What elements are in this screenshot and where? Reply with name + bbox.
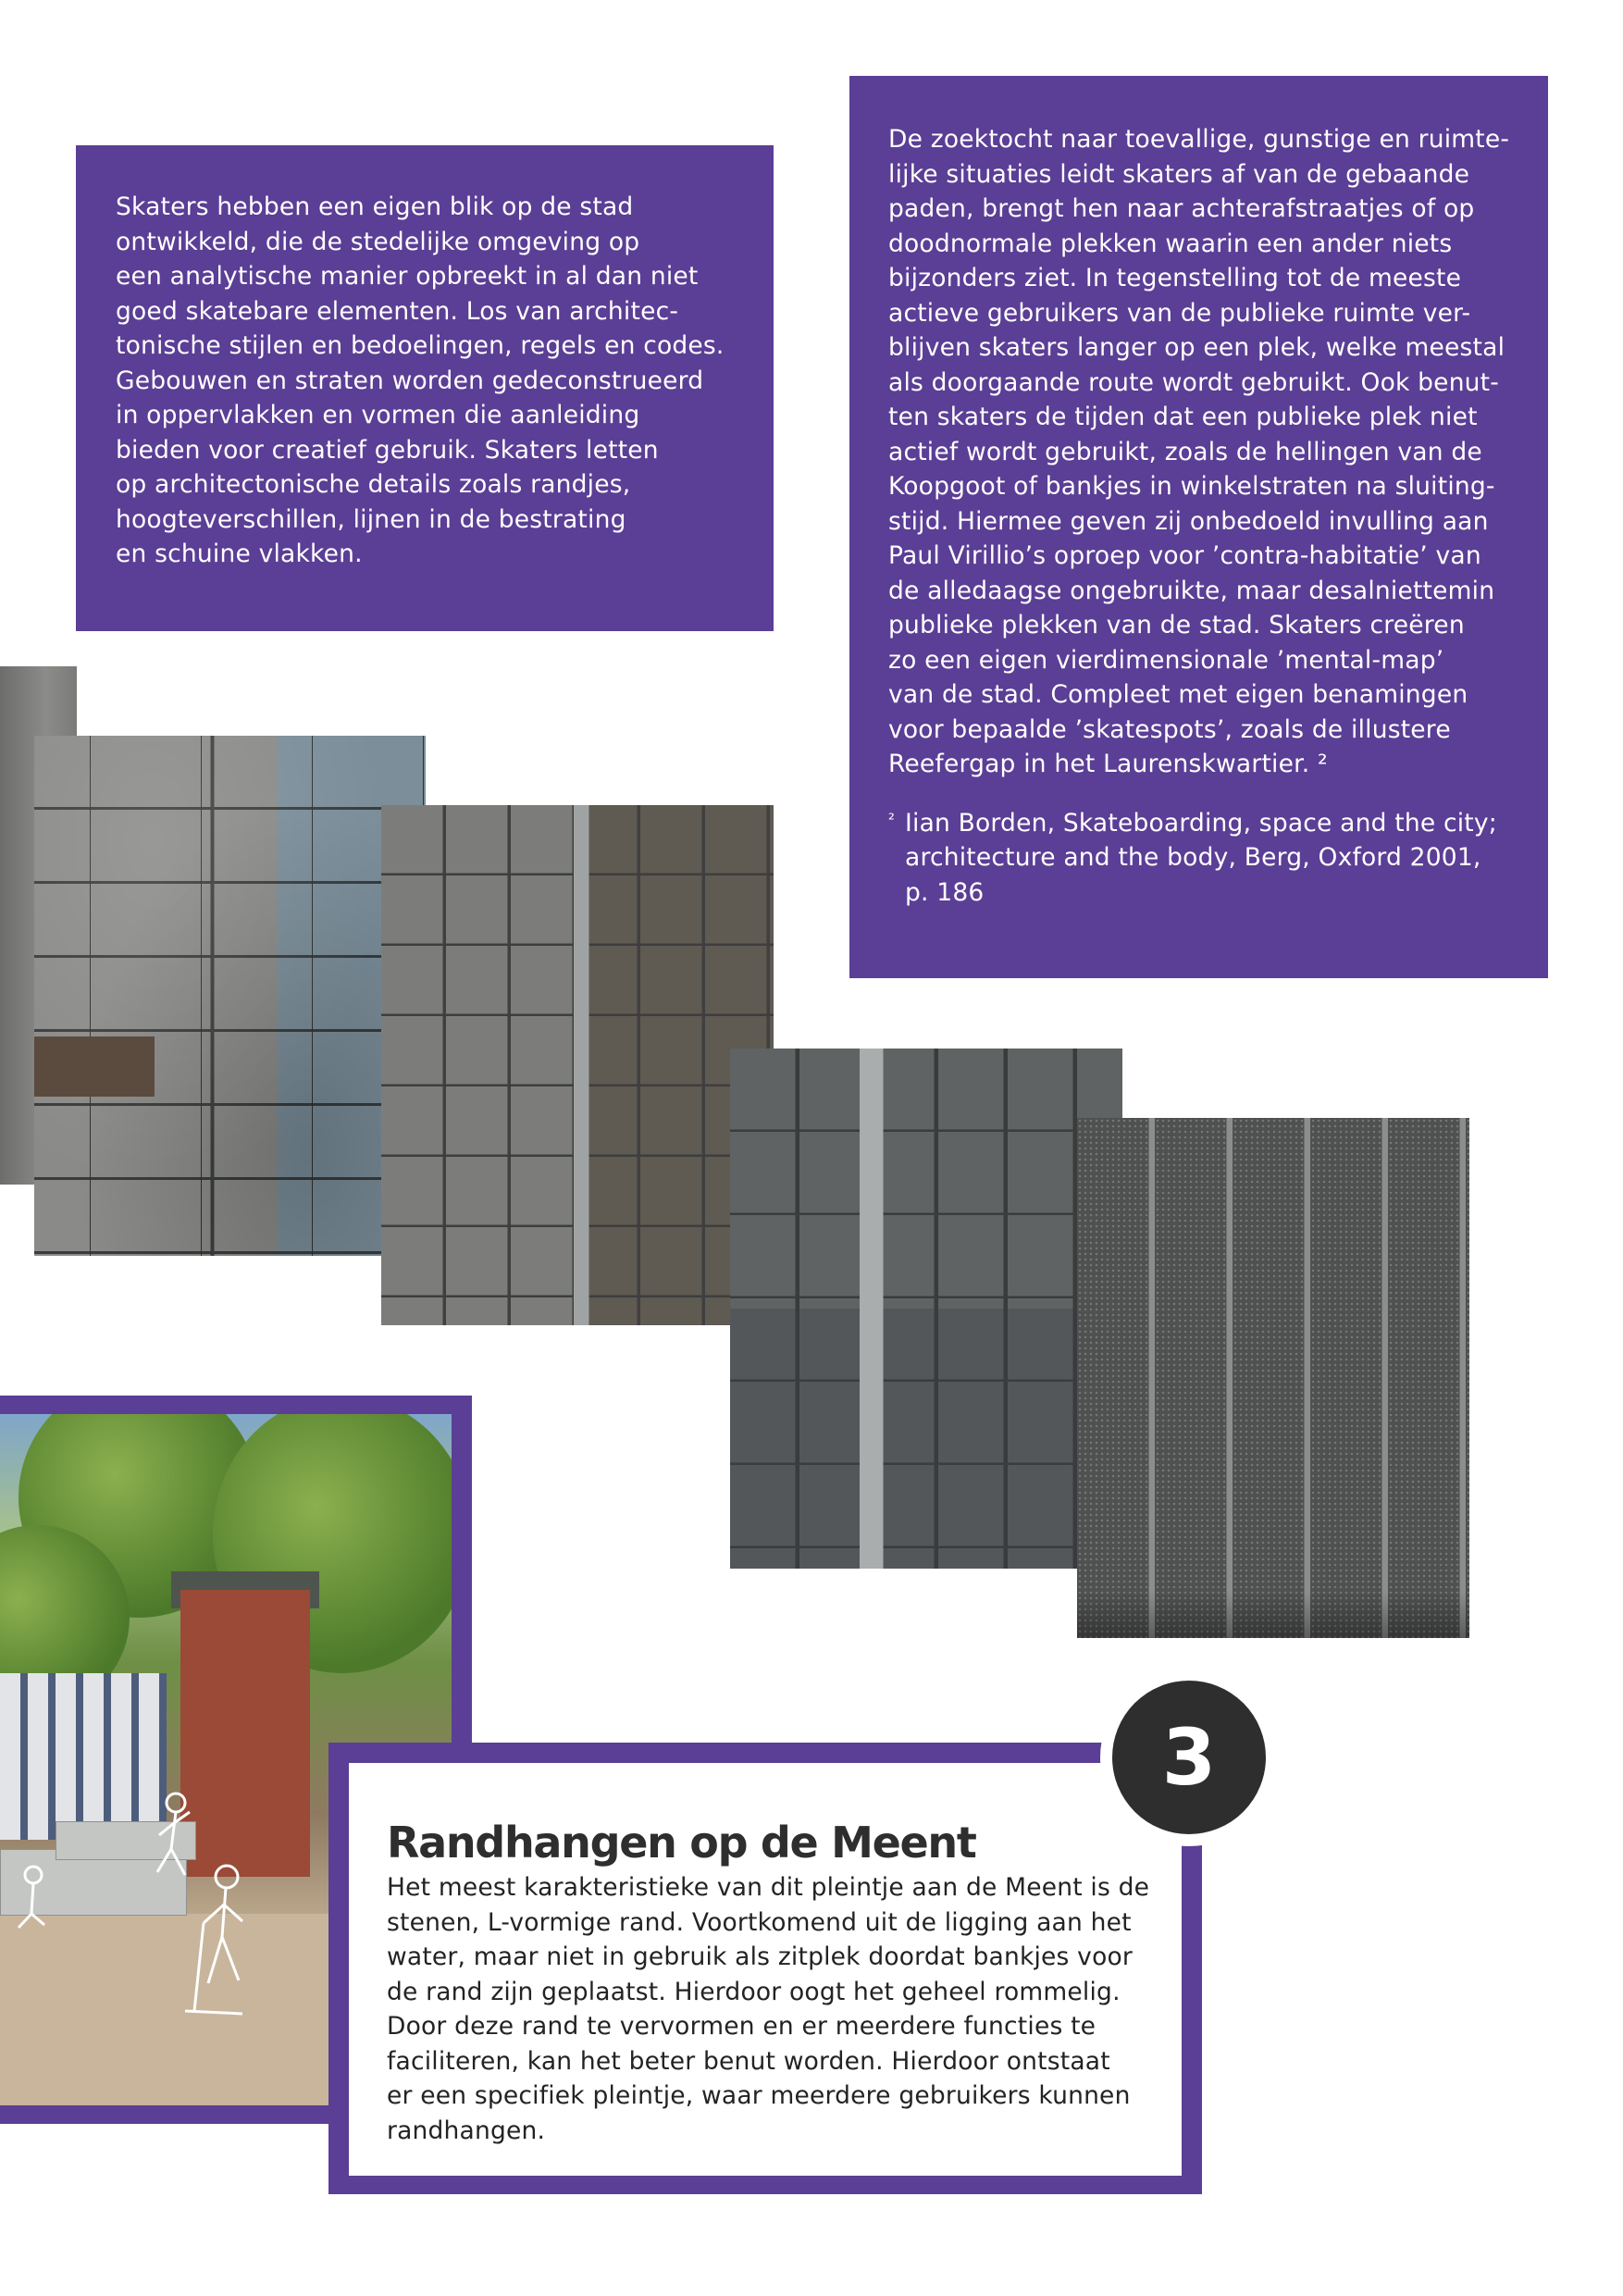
photo-shadow (1077, 1592, 1469, 1638)
section-number: 3 (1161, 1712, 1217, 1803)
footnote-mark: ² (888, 810, 896, 829)
right-paragraph: De zoektocht naar toevallige, gunstige en ruimte- lijke situaties leidt skaters af van de gebaande paden, brengt hen naar achterafstraatjes of op doodnormale plekken waarin een ander niets bijzonders ziet. In tegenstelling tot de meeste actieve gebruikers van de publieke ruimte ver- blijven skaters langer op een plek, welke meestal als doorgaande route wordt gebruikt. Ook benut- ten skaters de tijden dat een publieke plek niet actief wordt gebruikt, zoals de hellingen van de Koopgoot of bankjes in winkelstraten na sluiting- stijd. Hiermee geven zij onbedoeld invulling aan Paul Virillio’s oproep voor ’contra-habitatie’ van de alledaagse ongebruikte, maar desalniettemin publieke plekken van de stad. Skaters creëren zo een eigen vierdimensionale ’mental-map’ van de stad. Compleet met eigen benamingen voor bepaalde ’skatespots’, zoals de illustere Reefergap in het Laurenskwartier. ² (888, 125, 1510, 778)
section-number-badge (1100, 1669, 1278, 1846)
section-heading: Randhangen op de Meent (387, 1818, 976, 1868)
skater-illustration (0, 1766, 296, 2043)
intro-paragraph: Skaters hebben een eigen blik op de stad ontwikkeld, die de stedelijke omgeving op een analytische manier opbreekt in al dan niet goed skatebare elementen. Los van architec- tonische stijlen en bedoelingen, regels en codes. Gebouwen en straten worden gedeconstrueerd in oppervlakken en vormen die aanleiding bieden voor creatief gebruik. Skaters letten op architectonische details zoals randjes, hoogteverschillen, lijnen in de bestrating en schuine vlakken. (116, 192, 725, 568)
right-text-box (849, 76, 1548, 978)
photo-shading (34, 736, 426, 1256)
section-frame (328, 1743, 1202, 2194)
pavement-photo-3 (381, 805, 774, 1325)
footnote-text: Iian Borden, Skateboarding, space and the city; architecture and the body, Berg, Oxford 2001, p. 186 (905, 808, 1497, 907)
photo-curb (34, 1036, 155, 1097)
section-body: Het meest karakteristieke van dit pleintje aan de Meent is de stenen, L-vormige rand. Voortkomend uit de ligging aan het water, maar niet in gebruik als zitplek doordat bankjes voor de rand zijn geplaatst. Hierdoor oogt het geheel rommelig. Door deze rand te vervormen en er meerdere functies te faciliteren, kan het beter benut worden. Hierdoor ontstaat er een specifiek pleintje, waar meerdere gebruikers kunnen randhangen. (387, 1873, 1150, 2145)
facade-mesh-photo (1077, 1118, 1469, 1638)
pavement-photo-2 (34, 736, 426, 1256)
pavement-photo-4 (730, 1049, 1122, 1569)
intro-text-box (76, 145, 774, 631)
footnote (888, 806, 1520, 911)
section-content (349, 1763, 1182, 2176)
